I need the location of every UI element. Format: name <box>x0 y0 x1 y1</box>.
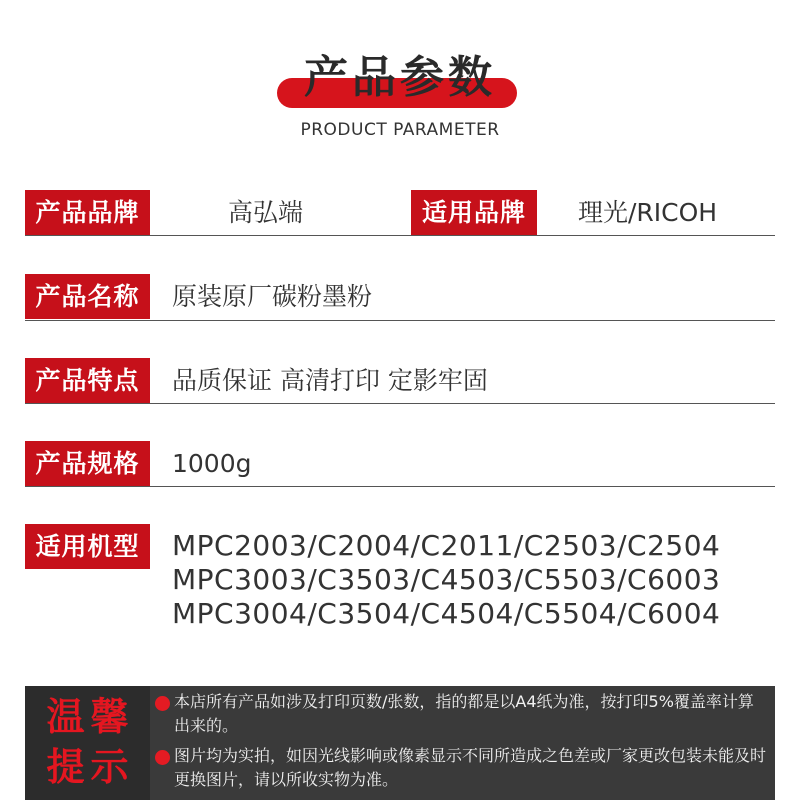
fit-brand-label: 适用品牌 <box>411 190 537 235</box>
brand-label: 产品品牌 <box>25 190 150 235</box>
param-row-brand <box>25 190 775 236</box>
row-divider <box>25 320 775 321</box>
fit-brand-value: 理光/RICOH <box>578 198 718 227</box>
name-label: 产品名称 <box>25 274 150 319</box>
page-title: 产品参数 <box>304 52 496 103</box>
page-subtitle: PRODUCT PARAMETER <box>300 120 500 140</box>
name-value: 原装原厂碳粉墨粉 <box>172 282 373 311</box>
param-row-feature <box>25 358 775 404</box>
model-line: MPC2003/C2004/C2011/C2503/C2504 <box>172 529 721 562</box>
row-divider <box>25 486 775 487</box>
row-divider <box>25 403 775 404</box>
bullet-dot-icon <box>155 750 170 765</box>
row-divider <box>25 235 775 236</box>
tip-text: 图片均为实拍，如因光线影响或像素显示不同所造成之色差或厂家更改包装未能及时更换图片，请以所收实物为准。 <box>174 746 767 789</box>
param-row-name <box>25 274 775 320</box>
models-label: 适用机型 <box>25 524 150 569</box>
brand-value: 高弘端 <box>228 198 304 227</box>
warm-tips-title-block <box>25 686 150 800</box>
bullet-dot-icon <box>155 696 170 711</box>
param-row-spec <box>25 441 775 487</box>
warm-tips-title-line2: 提示 <box>46 745 135 789</box>
model-line: MPC3004/C3504/C4504/C5504/C6004 <box>172 597 721 630</box>
spec-label: 产品规格 <box>25 441 150 486</box>
page-header <box>0 0 800 160</box>
feature-value: 品质保证 高清打印 定影牢固 <box>172 366 488 395</box>
model-line: MPC3003/C3503/C4503/C5503/C6003 <box>172 563 721 596</box>
tip-text: 本店所有产品如涉及打印页数/张数，指的都是以A4纸为准，按打印5%覆盖率计算出来的。 <box>174 692 754 735</box>
param-row-models <box>25 524 775 634</box>
warm-tips-panel <box>25 686 775 800</box>
warm-tips-title-line1: 温馨 <box>46 695 135 739</box>
feature-label: 产品特点 <box>25 358 150 403</box>
spec-value: 1000g <box>172 449 252 478</box>
